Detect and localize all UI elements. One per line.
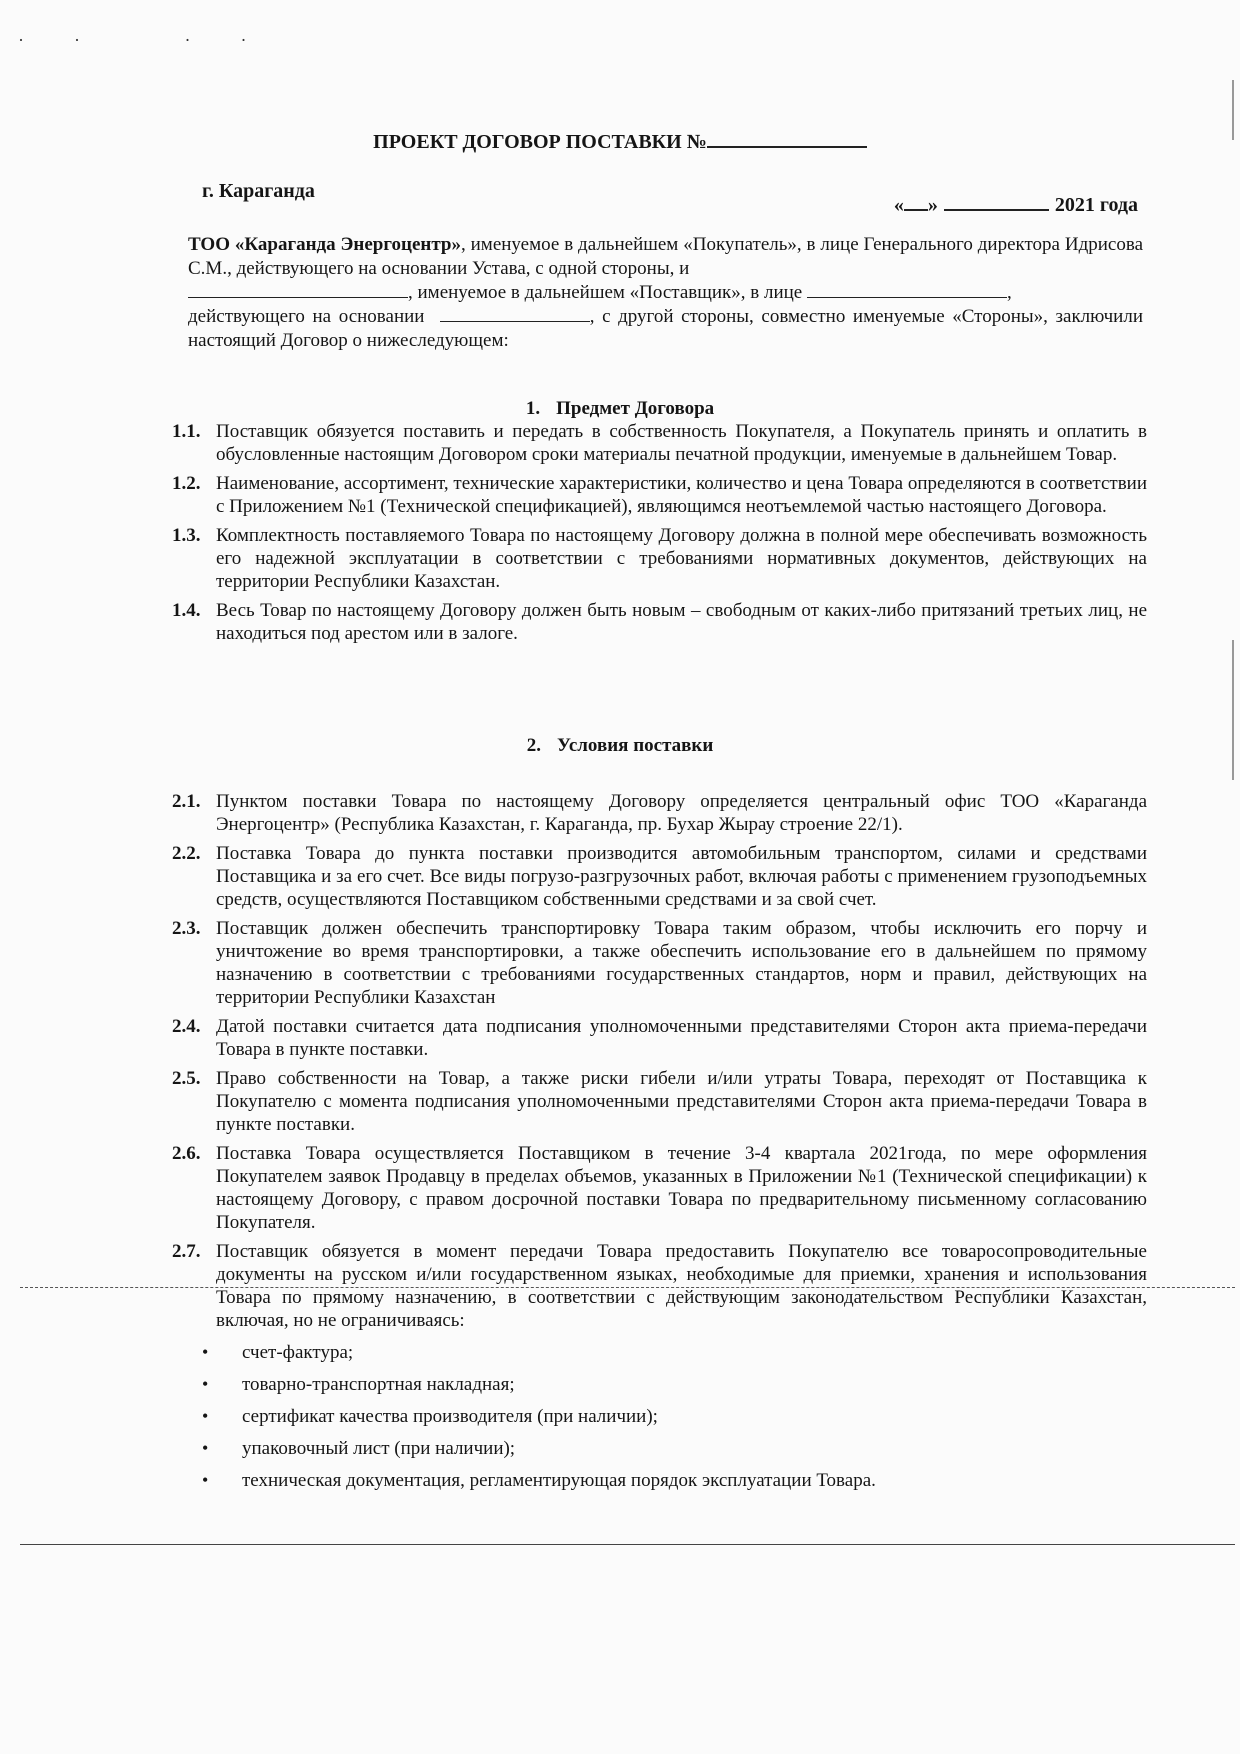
documents-list <box>202 1341 1147 1492</box>
supplier-name-blank <box>188 281 408 298</box>
scan-fold-line <box>20 1544 1235 1545</box>
list-item: • счет-фактура; <box>202 1342 354 1363</box>
section-2-clauses <box>172 790 1147 1501</box>
city: г. Караганда <box>202 180 315 202</box>
month-blank <box>944 195 1049 211</box>
bullet-icon: • <box>202 1374 209 1394</box>
year-text: 2021 года <box>1054 194 1138 216</box>
contract-date: « » 2021 года <box>893 194 1138 216</box>
clause-2-7: 2.7. Поставщик обязуется в момент передачи Товара предоставить Покупателю все товаросопроводительные документы на русском и/или государственном языках, необходимые для приемки, хранения и использования Товара по прямому назначению, в соответствии с действующим законодательством Республики Казахстан, включая, но не ограничиваясь: <box>172 1241 1147 1331</box>
clause-2-1: 2.1. Пунктом поставки Товара по настоящему Договору определяется центральный офис ТОО «Караганда Энергоцентр» (Республика Казахстан, г. Караганда, пр. Бухар Жырау строение 22/1). <box>172 791 1147 835</box>
clause-2-4: 2.4. Датой поставки считается дата подписания уполномоченными представителями Сторон акта приема-передачи Товара в пункте поставки. <box>172 1016 1147 1060</box>
scan-specks: ·· ·· <box>18 30 297 50</box>
contract-number-blank <box>707 128 867 148</box>
bullet-icon: • <box>202 1470 209 1490</box>
clause-2-3: 2.3. Поставщик должен обеспечить транспортировку Товара таким образом, чтобы исключить его порчу и уничтожение во время транспортировки, а также обеспечить использование его в дальнейшем по прямому назначению в соответствии с требованиями государственных стандартов, норм и правил, действующих на территории Республики Казахстан <box>172 918 1147 1008</box>
bullet-icon: • <box>202 1438 209 1458</box>
bullet-icon: • <box>202 1342 209 1362</box>
scan-edge-mark <box>1232 640 1234 780</box>
clause-2-5: 2.5. Право собственности на Товар, а также риски гибели и/или утраты Товара, переходят от Поставщика к Покупателю с момента подписания уполномоченными представителями Сторон акта приема-передачи Товара в пункте поставки. <box>172 1068 1147 1135</box>
list-item: • товарно-транспортная накладная; <box>202 1374 515 1395</box>
clause-1-3: 1.3. Комплектность поставляемого Товара по настоящему Договору должна в полной мере обеспечивать возможность его надежной эксплуатации в соответствии с требованиями нормативных документов, действующих на территории Республики Казахстан. <box>172 525 1147 592</box>
section-2-heading: 2. Условия поставки <box>526 735 714 756</box>
scan-edge-mark <box>1232 80 1234 140</box>
list-item: • техническая документация, регламентирующая порядок эксплуатации Товара. <box>202 1470 876 1491</box>
clause-1-2: 1.2. Наименование, ассортимент, технические характеристики, количество и цена Товара определяются в соответствии с Приложением №1 (Технической спецификацией), являющимся неотъемлемой частью настоящего Договора. <box>172 473 1147 517</box>
list-item: • упаковочный лист (при наличии); <box>202 1438 516 1459</box>
day-blank <box>904 195 928 211</box>
list-item: • сертификат качества производителя (при наличии); <box>202 1406 658 1427</box>
basis-blank <box>440 305 590 322</box>
section-1-heading: 1. Предмет Договора <box>525 398 715 419</box>
clause-1-1: 1.1. Поставщик обязуется поставить и передать в собственность Покупателя, а Покупатель принять и оплатить в обусловленные настоящим Договором сроки материалы печатной продукции, именуемые в дальнейшем Товар. <box>172 421 1147 465</box>
clause-2-2: 2.2. Поставка Товара до пункта поставки производится автомобильным транспортом, силами и средствами Поставщика и за его счет. Все виды погрузо-разгрузочных работ, включая работы с применением грузоподъемных средств, осуществляются Поставщиком собственными средствами и за свой счет. <box>172 843 1147 910</box>
title-text: ПРОЕКТ ДОГОВОР ПОСТАВКИ № <box>373 131 707 153</box>
scan-fold-line <box>20 1287 1235 1288</box>
document-title <box>0 128 1240 154</box>
clause-2-6: 2.6. Поставка Товара осуществляется Поставщиком в течение 3-4 квартала 2021года, по мере оформления Покупателем заявок Продавцу в пределах объемов, указанных в Приложении №1 (Технической спецификации) к настоящему Договору, с правом досрочной поставки Товара по предварительному письменному согласованию Покупателя. <box>172 1143 1147 1233</box>
buyer-name: ТОО «Караганда Энергоцентр» <box>188 234 461 255</box>
preamble: ТОО «Караганда Энергоцентр», именуемое в дальнейшем «Покупатель», в лице Генерального директора Идрисова С.М., действующего на основании Устава, с одной стороны, и , именуемое в дальнейшем «Поставщик», в лице , действующего на основании , с другой стороны, совместно именуемые «Стороны», заключили настоящий Договор о нижеследующем: <box>188 234 1143 351</box>
representative-blank <box>807 281 1007 298</box>
clause-1-4: 1.4. Весь Товар по настоящему Договору должен быть новым – свободным от каких-либо притязаний третьих лиц, не находиться под арестом или в залоге. <box>172 600 1147 644</box>
section-1-clauses <box>172 420 1147 651</box>
bullet-icon: • <box>202 1406 209 1426</box>
